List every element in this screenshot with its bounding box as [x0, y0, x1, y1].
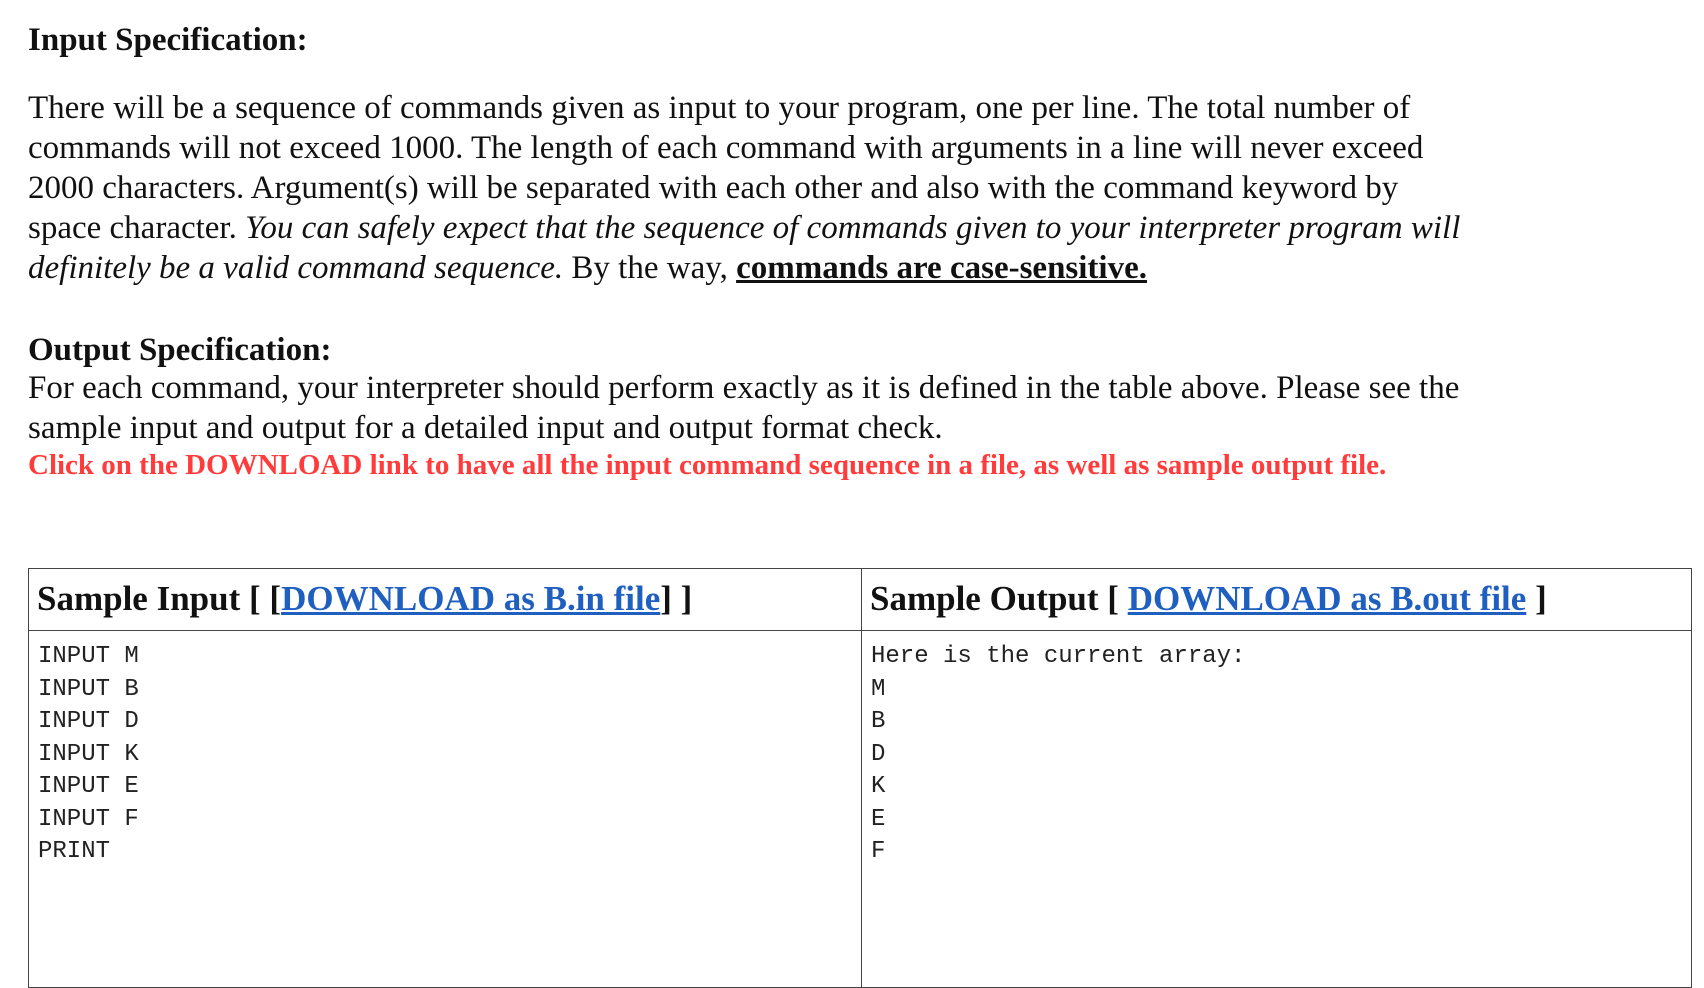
input-specification-heading: Input Specification:	[28, 22, 308, 58]
italic-guarantee-text: definitely be a valid command sequence.	[28, 250, 564, 286]
sample-input-line: INPUT F	[38, 805, 139, 833]
sample-input-body	[29, 631, 862, 987]
sample-output-body	[862, 631, 1691, 987]
output-specification-heading: Output Specification:	[28, 332, 332, 368]
paragraph-text: space character.	[28, 210, 246, 246]
paragraph-line: commands will not exceed 1000. The length of each command with arguments in a line will never exceed	[28, 130, 1424, 166]
download-b-in-link[interactable]: DOWNLOAD as B.in file	[281, 579, 661, 618]
sample-input-title: Sample Input [ [	[37, 579, 282, 618]
sample-input-header	[29, 569, 862, 631]
download-b-out-link[interactable]: DOWNLOAD as B.out file	[1127, 579, 1527, 618]
sample-input-title-end: ] ]	[660, 579, 693, 618]
output-specification-paragraph	[28, 368, 1688, 448]
paragraph-line: 2000 characters. Argument(s) will be separated with each other and also with the command keyword by	[28, 170, 1399, 206]
sample-output-title-end: ]	[1526, 579, 1547, 618]
input-specification-paragraph	[28, 88, 1688, 288]
case-sensitive-emphasis: commands are case-sensitive.	[736, 250, 1147, 286]
sample-input-line: INPUT B	[38, 675, 139, 703]
sample-input-line: INPUT M	[38, 643, 139, 670]
sample-io-table	[28, 568, 1692, 988]
sample-output-line: E	[871, 805, 886, 833]
sample-output-line: B	[871, 708, 886, 735]
sample-output-line: F	[871, 838, 886, 865]
paragraph-line	[28, 248, 1688, 288]
paragraph-line: For each command, your interpreter should perform exactly as it is defined in the table above. Please see the	[28, 370, 1460, 406]
sample-output-header	[862, 569, 1691, 631]
sample-output-line: D	[871, 740, 886, 768]
sample-input-line: INPUT D	[38, 708, 139, 735]
paragraph-line: sample input and output for a detailed input and output format check.	[28, 410, 943, 446]
sample-input-line: INPUT K	[38, 740, 139, 768]
paragraph-line: There will be a sequence of commands given as input to your program, one per line. The total number of	[28, 90, 1411, 126]
paragraph-line	[28, 208, 1688, 248]
sample-output-line: Here is the current array:	[871, 643, 1246, 670]
paragraph-text: By the way,	[563, 250, 737, 286]
sample-output-line: M	[871, 675, 886, 703]
sample-output-title: Sample Output [	[870, 579, 1128, 618]
download-note: Click on the DOWNLOAD link to have all the input command sequence in a file, as well as sample output file.	[28, 449, 1387, 481]
italic-guarantee-text: You can safely expect that the sequence of commands given to your interpreter program will	[245, 210, 1461, 246]
sample-output-line: K	[871, 773, 886, 800]
sample-input-line: PRINT	[38, 838, 111, 865]
sample-input-line: INPUT E	[38, 773, 139, 800]
